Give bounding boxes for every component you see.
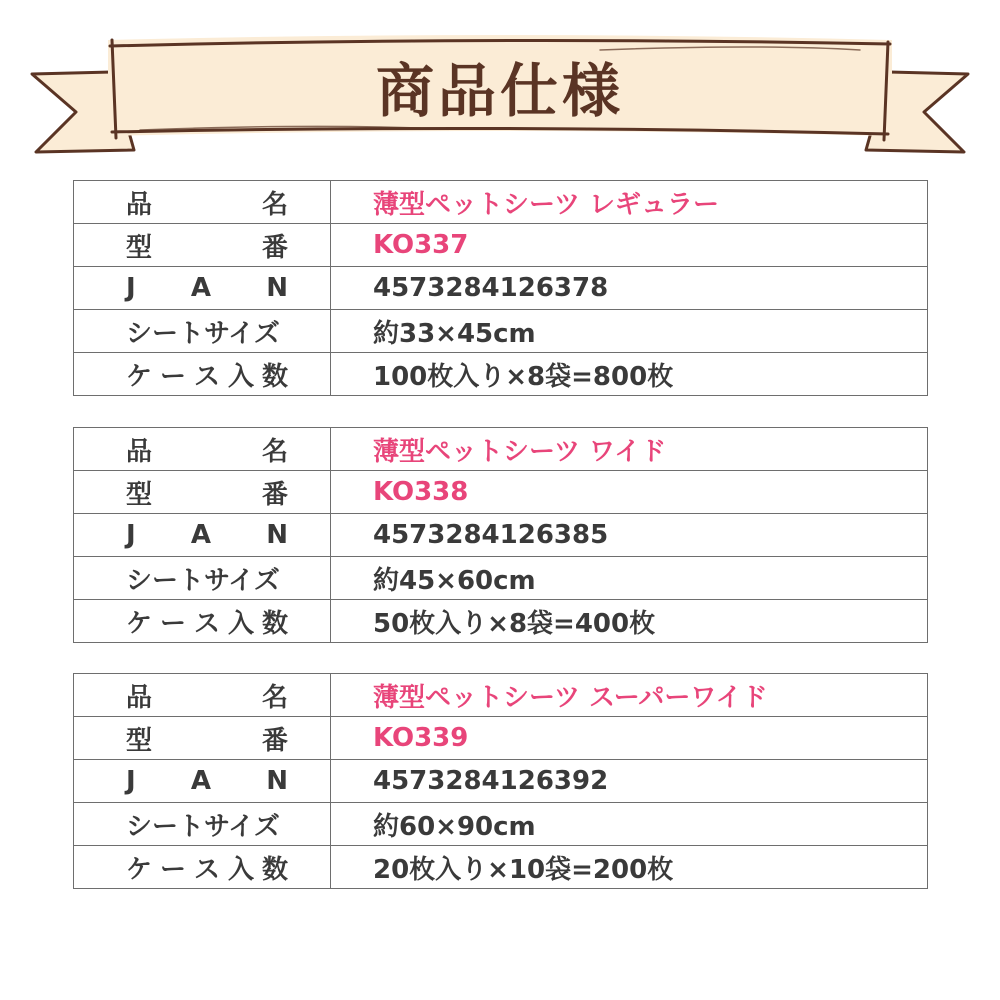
table-row (74, 471, 928, 514)
model-number: KO337 (331, 224, 928, 267)
label-product-name: 品 名 (74, 674, 331, 717)
table-row (74, 267, 928, 310)
label-model-number: 型 番 (74, 224, 331, 267)
sheet-size: 約60×90cm (331, 803, 928, 846)
table-row (74, 760, 928, 803)
spec-table-regular (73, 180, 928, 396)
table-row (74, 803, 928, 846)
label-model-number: 型 番 (74, 717, 331, 760)
label-sheet-size: シートサイズ (74, 803, 331, 846)
product-name: 薄型ペットシーツ レギュラー (331, 181, 928, 224)
product-name: 薄型ペットシーツ スーパーワイド (331, 674, 928, 717)
label-model-number: 型 番 (74, 471, 331, 514)
model-number: KO338 (331, 471, 928, 514)
label-product-name: 品 名 (74, 181, 331, 224)
title-banner (0, 0, 1000, 170)
label-jan: J A N (74, 267, 331, 310)
label-jan: J A N (74, 514, 331, 557)
table-row (74, 514, 928, 557)
label-case-quantity: ケ ー ス 入 数 (74, 353, 331, 396)
table-row (74, 674, 928, 717)
label-case-quantity: ケ ー ス 入 数 (74, 846, 331, 889)
table-row (74, 181, 928, 224)
label-product-name: 品 名 (74, 428, 331, 471)
table-row (74, 353, 928, 396)
case-quantity: 20枚入り×10袋=200枚 (331, 846, 928, 889)
table-row (74, 600, 928, 643)
sheet-size: 約33×45cm (331, 310, 928, 353)
case-quantity: 50枚入り×8袋=400枚 (331, 600, 928, 643)
table-row (74, 846, 928, 889)
table-row (74, 428, 928, 471)
model-number: KO339 (331, 717, 928, 760)
spec-table-super-wide (73, 673, 928, 889)
spec-table-wide (73, 427, 928, 643)
table-row (74, 310, 928, 353)
table-row (74, 224, 928, 267)
label-sheet-size: シートサイズ (74, 557, 331, 600)
case-quantity: 100枚入り×8袋=800枚 (331, 353, 928, 396)
label-sheet-size: シートサイズ (74, 310, 331, 353)
sheet-size: 約45×60cm (331, 557, 928, 600)
product-name: 薄型ペットシーツ ワイド (331, 428, 928, 471)
table-row (74, 717, 928, 760)
jan-code: 4573284126378 (331, 267, 928, 310)
jan-code: 4573284126392 (331, 760, 928, 803)
label-case-quantity: ケ ー ス 入 数 (74, 600, 331, 643)
label-jan: J A N (74, 760, 331, 803)
page-title: 商品仕様 (375, 57, 624, 125)
table-row (74, 557, 928, 600)
jan-code: 4573284126385 (331, 514, 928, 557)
